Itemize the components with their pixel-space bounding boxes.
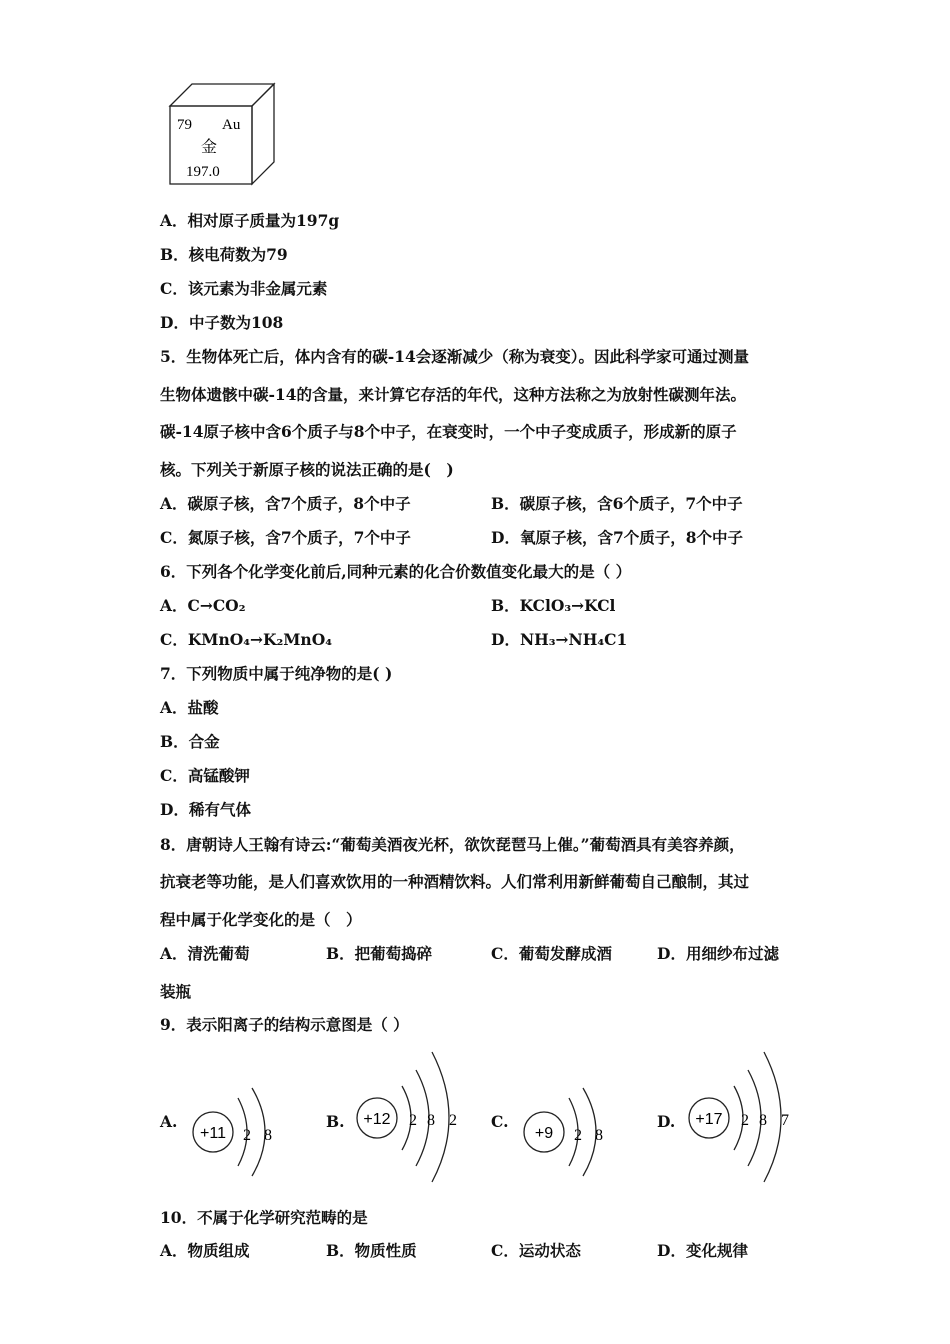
q10-option-c[interactable]: C．运动状态 bbox=[491, 1241, 581, 1260]
q10-stem: 10．不属于化学研究范畴的是 bbox=[160, 1208, 368, 1227]
q6-stem: 6．下列各个化学变化前后,同种元素的化合价数值变化最大的是（ ） bbox=[160, 562, 632, 581]
shell-electrons: 2 bbox=[243, 1127, 251, 1144]
q6-option-a[interactable]: A．C→CO₂ bbox=[160, 596, 246, 615]
shell-electrons: 2 bbox=[409, 1112, 417, 1129]
q7-option-d[interactable]: D．稀有气体 bbox=[160, 800, 251, 819]
q8-option-a[interactable]: A．清洗葡萄 bbox=[160, 944, 250, 963]
q4-option-c[interactable]: C．该元素为非金属元素 bbox=[160, 279, 328, 298]
shell-electrons: 8 bbox=[759, 1112, 767, 1129]
shell-electrons: 2 bbox=[574, 1127, 582, 1144]
q10-option-d[interactable]: D．变化规律 bbox=[657, 1241, 748, 1260]
q5-option-d[interactable]: D．氧原子核，含7个质子，8个中子 bbox=[491, 528, 744, 547]
nucleus-charge: +11 bbox=[200, 1125, 226, 1142]
nucleus-charge: +12 bbox=[363, 1111, 391, 1128]
q6-option-b[interactable]: B．KClO₃→KCl bbox=[491, 596, 616, 615]
q5-stem-line-3: 碳-14原子核中含6个质子与8个中子，在衰变时，一个中子变成质子，形成新的原子 bbox=[160, 422, 737, 441]
nucleus-charge: +9 bbox=[534, 1125, 554, 1142]
q5-option-c[interactable]: C．氮原子核，含7个质子，7个中子 bbox=[160, 528, 411, 547]
q4-option-a[interactable]: A．相对原子质量为197g bbox=[160, 211, 340, 230]
shell-electrons: 8 bbox=[264, 1127, 272, 1144]
q8-option-d-continued: 装瓶 bbox=[160, 982, 192, 1001]
q9-stem: 9．表示阳离子的结构示意图是（ ） bbox=[160, 1015, 409, 1034]
atomic-mass: 197.0 bbox=[186, 164, 220, 180]
q9-option-c-label[interactable]: C. bbox=[491, 1112, 509, 1131]
q5-stem-line-2: 生物体遗骸中碳-14的含量，来计算它存活的年代，这种方法称之为放射性碳测年法。 bbox=[160, 385, 747, 404]
q7-option-c[interactable]: C．高锰酸钾 bbox=[160, 766, 250, 785]
shell-electrons: 8 bbox=[595, 1127, 603, 1144]
q10-option-b[interactable]: B．物质性质 bbox=[326, 1241, 417, 1260]
nucleus-charge: +17 bbox=[695, 1111, 723, 1128]
q10-option-a[interactable]: A．物质组成 bbox=[160, 1241, 250, 1260]
q8-stem-line-2: 抗衰老等功能，是人们喜欢饮用的一种酒精饮料。人们常利用新鲜葡萄自己酿制，其过 bbox=[160, 872, 750, 891]
q4-option-b[interactable]: B．核电荷数为79 bbox=[160, 245, 288, 264]
q9-diagram-d[interactable] bbox=[684, 1048, 796, 1184]
q9-diagram-b[interactable] bbox=[352, 1048, 464, 1184]
q8-option-d[interactable]: D．用细纱布过滤 bbox=[657, 944, 779, 963]
q5-option-b[interactable]: B．碳原子核，含6个质子，7个中子 bbox=[491, 494, 743, 513]
q8-option-b[interactable]: B．把葡萄捣碎 bbox=[326, 944, 433, 963]
q5-stem-line-4: 核。下列关于新原子核的说法正确的是( ) bbox=[160, 460, 454, 479]
q9-diagram-c[interactable] bbox=[517, 1080, 617, 1184]
element-card-gold bbox=[168, 82, 278, 188]
q7-option-b[interactable]: B．合金 bbox=[160, 732, 220, 751]
q9-option-b-label[interactable]: B. bbox=[326, 1112, 345, 1131]
q5-option-a[interactable]: A．碳原子核，含7个质子，8个中子 bbox=[160, 494, 411, 513]
atomic-number: 79 bbox=[177, 117, 192, 133]
shell-electrons: 2 bbox=[741, 1112, 749, 1129]
shell-electrons: 2 bbox=[449, 1112, 457, 1129]
q6-option-d[interactable]: D．NH₃→NH₄C1 bbox=[491, 630, 628, 649]
shell-electrons: 8 bbox=[427, 1112, 435, 1129]
element-symbol: Au bbox=[222, 117, 241, 133]
q8-option-c[interactable]: C．葡萄发酵成酒 bbox=[491, 944, 612, 963]
q6-option-c[interactable]: C．KMnO₄→K₂MnO₄ bbox=[160, 630, 332, 649]
q5-stem-line-1: 5．生物体死亡后，体内含有的碳-14会逐渐减少（称为衰变）。因此科学家可通过测量 bbox=[160, 347, 750, 366]
shell-electrons: 7 bbox=[781, 1112, 789, 1129]
q7-option-a[interactable]: A．盐酸 bbox=[160, 698, 219, 717]
q8-stem-line-1: 8．唐朝诗人王翰有诗云:“葡萄美酒夜光杯，欲饮琵琶马上催。”葡萄酒具有美容养颜， bbox=[160, 835, 745, 854]
q4-option-d[interactable]: D．中子数为108 bbox=[160, 313, 284, 332]
q9-option-a-label[interactable]: A. bbox=[160, 1112, 178, 1131]
q8-stem-line-3: 程中属于化学变化的是（ ） bbox=[160, 910, 362, 929]
element-name: 金 bbox=[201, 137, 218, 156]
q9-option-d-label[interactable]: D. bbox=[657, 1112, 676, 1131]
q9-diagram-a[interactable] bbox=[186, 1080, 286, 1184]
q7-stem: 7．下列物质中属于纯净物的是( ) bbox=[160, 664, 393, 683]
